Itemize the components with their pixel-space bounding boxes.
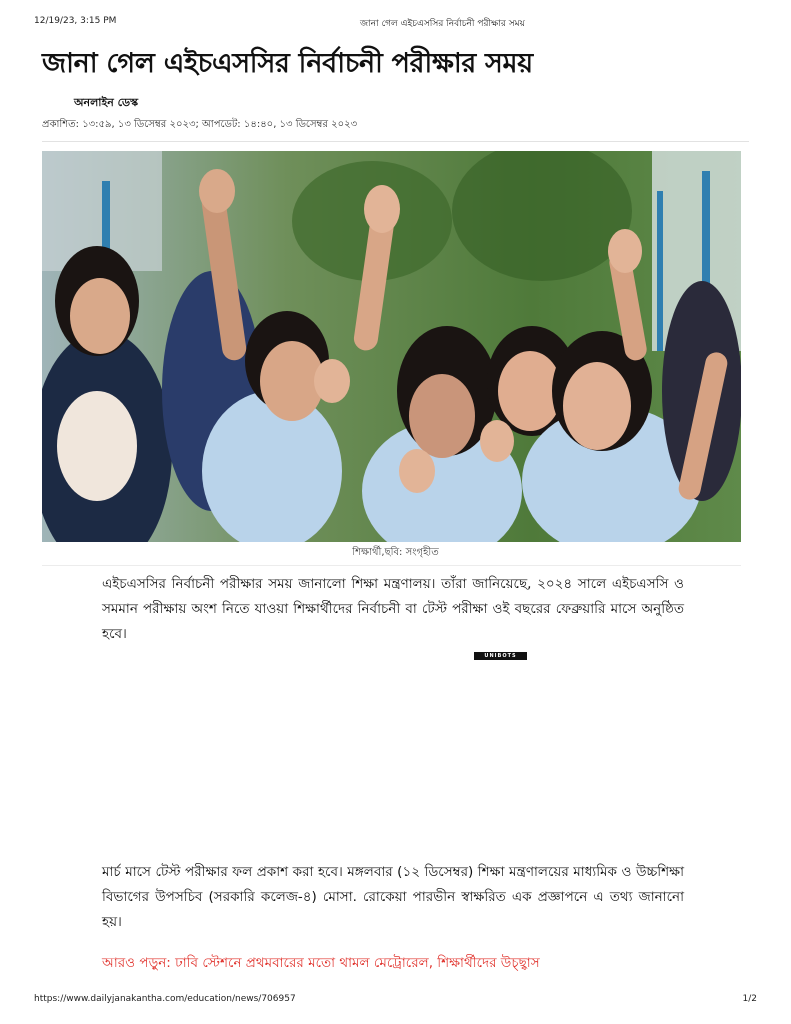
article-photo xyxy=(42,151,741,542)
print-footer xyxy=(34,994,757,1008)
caption-divider xyxy=(42,565,741,566)
page-number: 1/2 xyxy=(742,994,757,1004)
header-divider xyxy=(42,141,749,142)
print-datetime: 12/19/23, 3:15 PM xyxy=(34,16,117,26)
article-paragraph-2: মার্চ মাসে টেস্ট পরীক্ষার ফল প্রকাশ করা হবে। মঙ্গলবার (১২ ডিসেম্বর) শিক্ষা মন্ত্রণালয়ের মাধ্যমিক ও উচ্চশিক্ষা বিভাগের উপসচিব (সরকারি কলেজ-৪) মোসা. রোকেয়া পারভীন স্বাক্ষরিত এক প্রজ্ঞাপনে এ তথ্য জানানো হয়। xyxy=(102,864,684,930)
image-caption: শিক্ষার্থী,ছবি: সংগৃহীত xyxy=(352,547,439,558)
read-more-link[interactable]: আরও পড়ুন: ঢাবি স্টেশনে প্রথমবারের মতো থামল মেট্রোরেল, শিক্ষার্থীদের উচ্ছ্বাস xyxy=(102,955,540,971)
print-page-title: জানা গেল এইচএসসির নির্বাচনী পরীক্ষার সময় xyxy=(360,19,525,29)
unibots-ad-label[interactable]: UNIBOTS xyxy=(474,652,527,660)
article-author[interactable]: অনলাইন ডেস্ক xyxy=(74,96,139,109)
print-header xyxy=(34,16,757,30)
students-celebrating-photo xyxy=(42,151,741,542)
article-paragraph-1: এইচএসসির নির্বাচনী পরীক্ষার সময় জানালো শিক্ষা মন্ত্রণালয়। তাঁরা জানিয়েছে, ২০২৪ সালে এইচএসসি ও সমমান পরীক্ষায় অংশ নিতে যাওয়া শিক্ষার্থীদের নির্বাচনী বা টেস্ট পরীক্ষা ওই বছরের ফেব্রুয়ারি মাসে অনুষ্ঠিত হবে। xyxy=(102,576,684,642)
article-headline: জানা গেল এইচএসসির নির্বাচনী পরীক্ষার সময় xyxy=(42,48,533,79)
print-url: https://www.dailyjanakantha.com/education/news/706957 xyxy=(34,994,296,1004)
published-info: প্রকাশিত: ১৩:৫৯, ১৩ ডিসেম্বর ২০২৩; আপডেট: ১৪:৪০, ১৩ ডিসেম্বর ২০২৩ xyxy=(42,119,358,130)
